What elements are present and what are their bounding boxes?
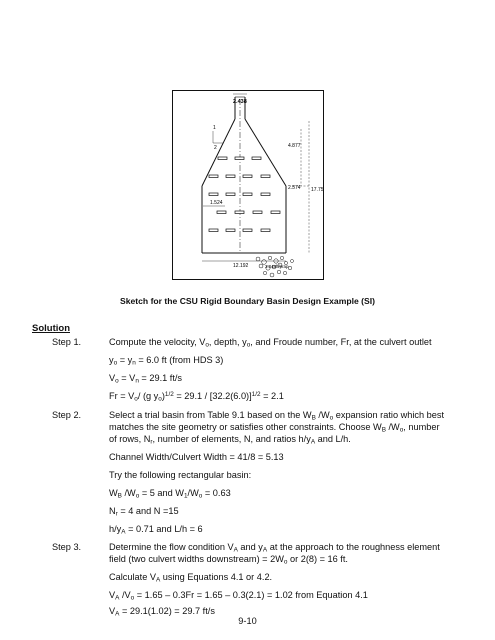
basin-sketch-frame [172,90,324,280]
step-3-equation: $V_A$ $/V_o = 1.65 - 0.3Fr = 1.65 - 0.3(2.1) = 1.02$ from Equation 4.1 [109,590,368,602]
step-1-intro: Compute the velocity, $V_o$, depth, $y_o$, and Froude number, Fr, at the culvert outlet [109,337,432,349]
step-3-label: Step 3. [52,542,82,552]
step-1-froude: $Fr = V_o/$ (g $y_o)^{1/2} = 29.1 / [32.2(6.0)]^{1/2} = 2.1$ [109,391,284,403]
step-3-line-1: Determine the flow condition $V_A$ and $y_A$ at the approach to the roughness element [109,542,440,554]
solution-heading: Solution [32,323,70,334]
step-2-width-ratio: Channel Width/Culvert Width = 41/8 = 5.13 [109,452,284,462]
step-2-try: Try the following rectangular basin: [109,470,252,480]
label-left-inner: 1.524 [210,200,223,206]
step-2-line-1: Select a trial basin from Table 9.1 based on the $W_B$ $/W_o$ expansion ratio which best [109,410,445,422]
label-side: 4.877 [288,143,301,149]
label-width-top: 2.438 [233,99,247,105]
step-2-line-2: matches the site geometry or satisfies other constraints. Choose $W_B$ $/W_o$, number [109,422,440,434]
step-3-calc: Calculate $V_A$ using Equations 4.1 or 4.2. [109,572,273,584]
step-1-label: Step 1. [52,337,82,347]
step-2-label: Step 2. [52,410,82,420]
figure-caption: Sketch for the CSU Rigid Boundary Basin Design Example (SI) [120,296,375,306]
step-1-velocity: $V_o = V_n = 29.1$ ft/s [109,373,183,385]
label-mid: 2.574 [288,185,301,191]
label-slope-h: 2 [214,145,217,151]
page-number: 9-10 [238,616,257,626]
label-riprap: 3.048ft/prap [265,264,289,269]
label-slope-v: 1 [213,125,216,131]
step-3-line-2: field (two culvert widths downstream) = $2W_o$ or 2(8) = 16 ft. [109,554,348,566]
basin-sketch [173,91,325,281]
step-3-result: $V_A = 29.1(1.02) = 29.7$ ft/s [109,606,215,618]
step-2-rows: $N_r = 4$ and N =15 [109,506,179,518]
step-1-depth: $y_o = y_n = 6.0$ ft (from HDS 3) [109,355,224,367]
step-2-ratios: $W_B$ $/W_o = 5$ and $W_1/W_o = 0.63$ [109,488,231,500]
step-2-line-3: of rows, $N_r$, number of elements, N, and ratios $h/y_A$ and L/h. [109,434,351,446]
label-total: 17.75 [311,187,324,193]
label-bottom: 12.192 [233,263,249,269]
step-2-height: $h/y_A = 0.71$ and L/h = 6 [109,524,203,536]
roughness-elements [209,157,280,232]
